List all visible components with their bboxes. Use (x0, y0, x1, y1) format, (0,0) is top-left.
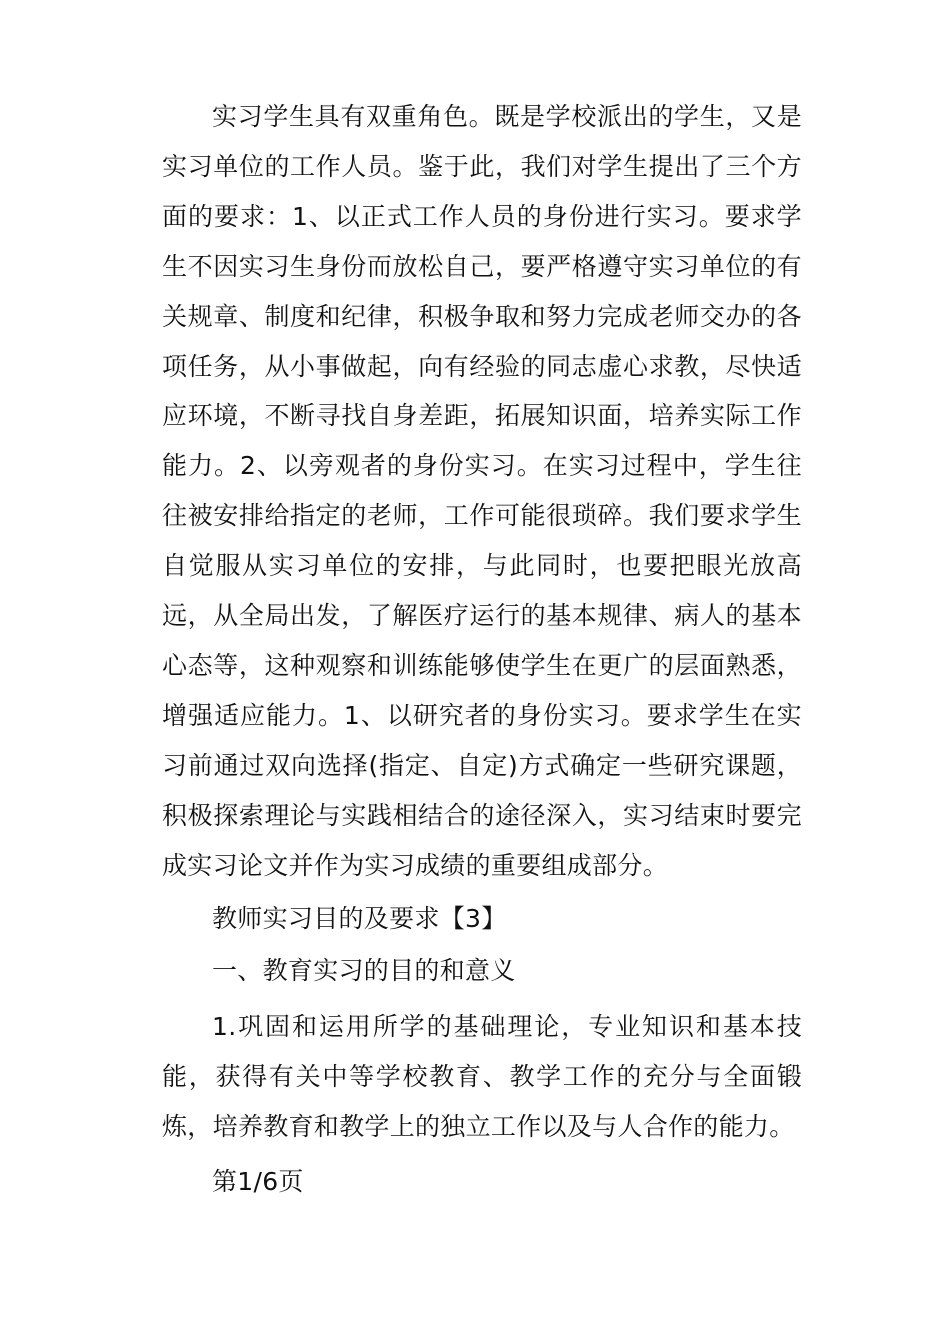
subheading-purpose-significance: 一、教育实习的目的和意义 (212, 956, 516, 986)
paragraph-internship-roles: 实习学生具有双重角色。既是学校派出的学生，又是实习单位的工作人员。鉴于此，我们对学生提出了三个方面的要求：1、以正式工作人员的身份进行实习。要求学生不因实习生身份而放松自己，要严格遵守实习单位的有关规章、制度和纪律，积极争取和努力完成老师交办的各项任务，从小事做起，向有经验的同志虚心求教，尽快适应环境，不断寻找自身差距，拓展知识面，培养实际工作能力。2、以旁观者的身份实习。在实习过程中，学生往往被安排给指定的老师，工作可能很琐碎。我们要求学生自觉服从实习单位的安排，与此同时，也要把眼光放高远，从全局出发，了解医疗运行的基本规律、病人的基本心态等，这种观察和训练能够使学生在更广的层面熟悉，增强适应能力。1、以研究者的身份实习。要求学生在实习前通过双向选择(指定、自定)方式确定一些研究课题，积极探索理论与实践相结合的途径深入，实习结束时要完成实习论文并作为实习成绩的重要组成部分。 (162, 102, 802, 880)
paragraph-purpose-item-1: 1.巩固和运用所学的基础理论，专业知识和基本技能，获得有关中等学校教育、教学工作的充分与全面锻炼，培养教育和教学上的独立工作以及与人合作的能力。 (162, 1012, 802, 1142)
page-number-footer: 第1/6页 (212, 1167, 304, 1197)
section-heading-teacher-internship: 教师实习目的及要求【3】 (212, 903, 507, 933)
document-body (162, 92, 802, 1207)
